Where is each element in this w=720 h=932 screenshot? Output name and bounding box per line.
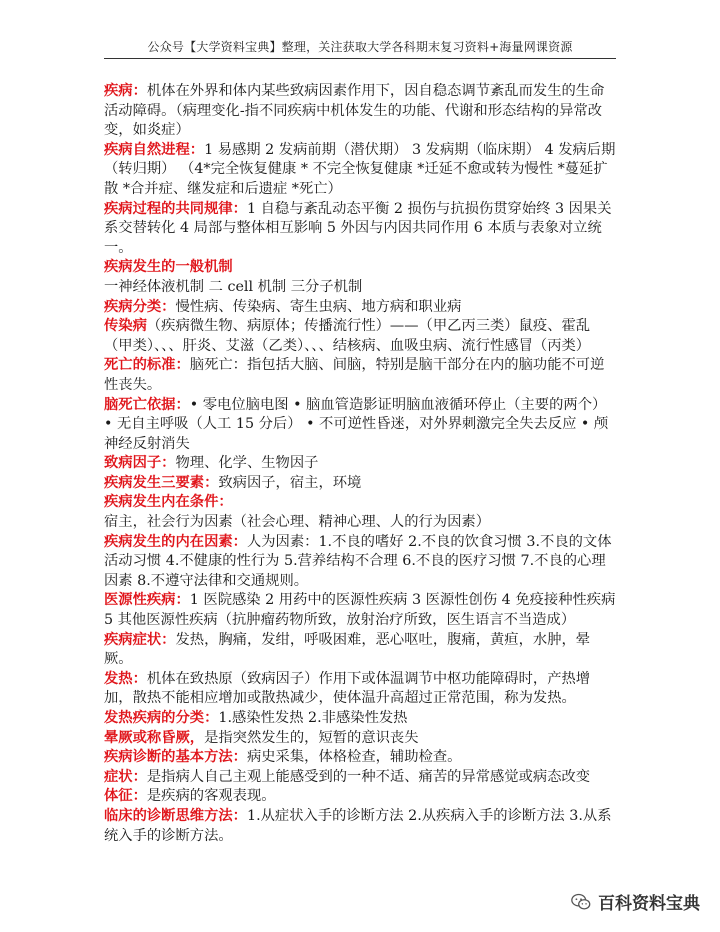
term: 发热疾病的分类： <box>104 710 219 726</box>
paragraph-infectious <box>104 317 616 356</box>
paragraph-common-rules <box>104 200 616 259</box>
paragraph-general-mechanism <box>104 258 616 278</box>
term: 致病因子： <box>104 455 176 472</box>
paragraph-death-standard <box>104 356 616 395</box>
definition: • 零电位脑电图 • 脑血管造影证明脑血液循环停止（主要的两个） • 无自主呼吸（人工 15 分后） • 不可逆性昏迷，对外界刺激完全失去反应 • 颅神经反射消失 <box>104 396 609 452</box>
term: 晕厥或称昏厥， <box>104 729 205 746</box>
term: 疾病分类： <box>104 298 176 315</box>
term: 发热： <box>104 670 147 687</box>
wechat-icon <box>570 891 592 913</box>
paragraph-sign-def <box>104 787 616 807</box>
definition: 宿主，社会行为因素（社会心理、精神心理、人的行为因素） <box>104 514 491 531</box>
definition: 机体在外界和体内某些致病因素作用下，因自稳态调节紊乱而发生的生命活动障碍。（病理变化-指不同疾病中机体发生的功能、代谢和形态结构的异常改变，如炎症） <box>104 83 605 139</box>
paragraph-three-elements <box>104 474 616 494</box>
paragraph-natural-course <box>104 141 616 200</box>
definition: 人为因素：1.不良的嗜好 2.不良的饮食习惯 3.不良的文体活动习惯 4.不健康的性行为 5.营养结构不合理 6.不良的医疗习惯 7.不良的心理因素 8.不遵守法律和交通规则。 <box>104 533 612 589</box>
term: 医源性疾病： <box>104 592 190 609</box>
term: 疾病自然进程： <box>104 141 205 158</box>
term: 传染病 <box>104 318 147 335</box>
definition: 发热，胸痛，发绀，呼吸困难，恶心呕吐，腹痛，黄疸，水肿，晕厥。 <box>104 631 591 668</box>
term: 疾病发生的一般机制 <box>104 259 233 276</box>
definition: 脑死亡：指包括大脑、间脑，特别是脑干部分在内的脑功能不可逆性丧失。 <box>104 357 605 393</box>
term: 体征： <box>104 788 147 805</box>
term: 疾病发生的内在因素： <box>104 533 247 550</box>
term: 疾病诊断的基本方法： <box>104 749 247 766</box>
document-body <box>104 82 616 846</box>
paragraph-syncope <box>104 729 616 749</box>
definition: 1.从症状入手的诊断方法 2.从疾病入手的诊断方法 3.从系统入手的诊断方法。 <box>104 807 612 844</box>
paragraph-brain-death <box>104 396 616 455</box>
paragraph-mechanism-list <box>104 278 616 298</box>
term: 死亡的标准： <box>104 357 190 374</box>
definition: 慢性病、传染病、寄生虫病、地方病和职业病 <box>175 298 462 315</box>
term: 疾病： <box>104 83 147 99</box>
paragraph-iatrogenic <box>104 591 616 630</box>
term: 症状： <box>104 768 147 785</box>
term: 疾病过程的共同规律： <box>104 200 247 217</box>
watermark-text: 百科资料宝典 <box>598 894 700 914</box>
definition: 是指突然发生的，短暂的意识丧失 <box>204 729 419 746</box>
paragraph-fever <box>104 670 616 709</box>
definition: 1.感染性发热 2.非感染性发热 <box>218 710 408 726</box>
term: 临床的诊断思维方法： <box>104 807 247 824</box>
definition: 物理、化学、生物因子 <box>175 455 319 472</box>
definition: 1 易感期 2 发病前期（潜伏期） 3 发病期（临床期） 4 发病后期（转归期） （4*完全恢复健康 * 不完全恢复健康 *迁延不愈或转为慢性 *蔓延扩散 *合并症、继发症和后遗症 *死亡） <box>104 141 616 197</box>
paragraph-disease <box>104 82 616 141</box>
definition: 一神经体液机制 二 cell 机制 三分子机制 <box>104 278 363 295</box>
paragraph-internal-factors <box>104 533 616 592</box>
paragraph-internal-conditions <box>104 493 616 532</box>
definition: 病史采集，体格检查，辅助检查。 <box>246 749 462 766</box>
watermark <box>570 889 700 914</box>
definition: 是指病人自己主观上能感受到的一种不适、痛苦的异常感觉或病态改变 <box>146 768 591 785</box>
paragraph-classification <box>104 298 616 318</box>
term: 疾病发生内在条件： <box>104 494 233 511</box>
page-header: 公众号【大学资料宝典】整理，关注获取大学各科期末复习资料+海量网课资源 <box>147 40 573 54</box>
definition: 致病因子，宿主，环境 <box>218 474 362 491</box>
term: 疾病发生三要素： <box>104 474 219 491</box>
term: 脑死亡依据： <box>104 396 190 413</box>
header-divider <box>104 58 616 59</box>
definition: （疾病微生物、病原体；传播流行性）——（甲乙丙三类）鼠疫、霍乱（甲类）、、、肝炎、艾滋（乙类）、、、结核病、血吸虫病、流行性感冒（丙类） <box>104 318 591 354</box>
paragraph-pathogenic-factor <box>104 454 616 474</box>
definition: 1 自稳与紊乱动态平衡 2 损伤与抗损伤贯穿始终 3 因果关系交替转化 4 局部与整体相互影响 5 外因与内因共同作用 6 本质与表象对立统一。 <box>104 200 612 256</box>
paragraph-clinical-thinking <box>104 807 616 846</box>
paragraph-symptoms <box>104 631 616 670</box>
term: 疾病症状： <box>104 631 176 648</box>
definition: 机体在致热原（致病因子）作用下或体温调节中枢功能障碍时，产热增加，散热不能相应增加或散热减少，使体温升高超过正常范围，称为发热。 <box>104 670 591 707</box>
paragraph-fever-types <box>104 709 616 729</box>
definition: 1 医院感染 2 用药中的医源性疾病 3 医源性创伤 4 免疫接种性疾病 5 其他医源性疾病（抗肿瘤药物所致，放射治疗所致，医生语言不当造成） <box>104 592 616 629</box>
paragraph-diagnosis-methods <box>104 748 616 768</box>
paragraph-symptom-def <box>104 768 616 788</box>
definition: 是疾病的客观表现。 <box>146 788 276 805</box>
